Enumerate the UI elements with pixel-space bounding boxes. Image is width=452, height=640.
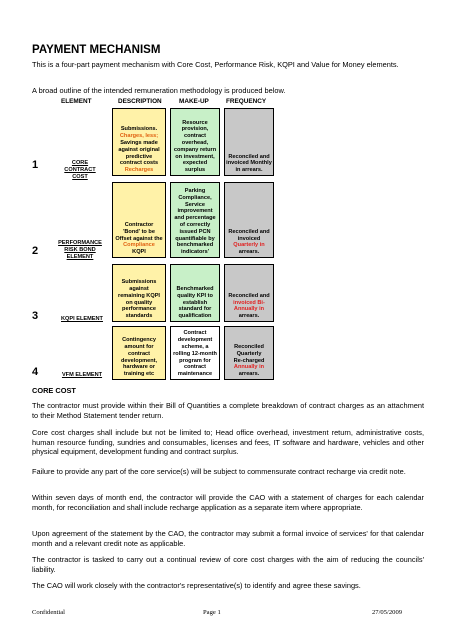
description-cell: Submissions. Charges, less; Savings made against original predictive contract costs Recharges <box>112 108 166 176</box>
body-paragraph: The contractor must provide within their Bill of Quantities a complete breakdown of contract charges as an attachment to their Method Statement tender return. <box>32 401 424 420</box>
frequency-cell: Reconciled and invoiced Quarterly in arrears. <box>224 182 274 258</box>
header-element: ELEMENT <box>61 98 92 105</box>
element-label: PERFORMANCE RISK BOND ELEMENT <box>58 240 102 260</box>
element-label: CORE CONTRACT COST <box>64 160 96 180</box>
row-number: 4 <box>32 366 39 378</box>
description-cell: Submissions against remaining KQPI on quality performance standards <box>112 264 166 322</box>
outline-paragraph: A broad outline of the intended remuneration methodology is produced below. <box>32 86 286 95</box>
header-frequency: FREQUENCY <box>226 98 267 105</box>
makeup-cell: Parking Compliance, Service improvement and percentage of correctly issued PCN quantifiable by benchmarked indicators' <box>170 182 220 258</box>
frequency-cell: Reconciled and invoiced Monthly in arrears. <box>224 108 274 176</box>
row-number: 1 <box>32 159 39 171</box>
header-makeup: MAKE-UP <box>179 98 209 105</box>
element-label: VFM ELEMENT <box>61 372 103 378</box>
body-paragraph: Upon agreement of the statement by the CAO, the contractor may submit a formal invoice of services' for that calendar month and a relevant credit note as applicable. <box>32 529 424 548</box>
frequency-cell: Reconciled Quarterly Re-charged Annually in arrears. <box>224 326 274 380</box>
body-paragraph: The CAO will work closely with the contractor's representative(s) to identify and agree these savings. <box>32 581 361 590</box>
description-cell: Contingency amount for contract development, hardware or training etc <box>112 326 166 380</box>
frequency-cell: Reconciled and invoiced Bi- Annually in arrears. <box>224 264 274 322</box>
makeup-cell: Contract development scheme, a rolling 12-month program for contract maintenance <box>170 326 220 380</box>
body-paragraph: Within seven days of month end, the contractor will provide the CAO with a statement of charges for each calendar month, for reconciliation and shall include recharge application as a separate item where appropriate. <box>32 493 424 512</box>
footer-date: 27/05/2009 <box>372 609 403 616</box>
description-cell: Contractor 'Bond' to be Offset against the Compliance KQPI <box>112 182 166 258</box>
row-number: 2 <box>32 245 39 257</box>
footer-page-number: Page 1 <box>203 609 221 616</box>
body-paragraph: The contractor is tasked to carry out a continual review of core cost charges with the aim of reducing the councils' liability. <box>32 555 424 574</box>
makeup-cell: Benchmarked quality KPI to establish standard for qualification <box>170 264 220 322</box>
section-heading: CORE COST <box>32 386 76 395</box>
intro-paragraph: This is a four-part payment mechanism with Core Cost, Performance Risk, KQPI and Value for Money elements. <box>32 60 399 69</box>
row-number: 3 <box>32 310 39 322</box>
header-description: DESCRIPTION <box>118 98 162 105</box>
page-title: PAYMENT MECHANISM <box>32 44 161 56</box>
body-paragraph: Core cost charges shall include but not be limited to; Head office overhead, investment return, administrative costs, human resource funding, sundries and consumables, licenses and fees, IT software and hardware, vehicles and other physical equipment, development funding and contract surplus. <box>32 428 424 457</box>
footer-left: Confidential <box>32 609 65 616</box>
makeup-cell: Resource provision, contract overhead, company return on investment, expected surplus <box>170 108 220 176</box>
body-paragraph: Failure to provide any part of the core service(s) will be subject to commensurate contract recharge via credit note. <box>32 467 406 476</box>
element-label: KQPI ELEMENT <box>61 316 103 322</box>
